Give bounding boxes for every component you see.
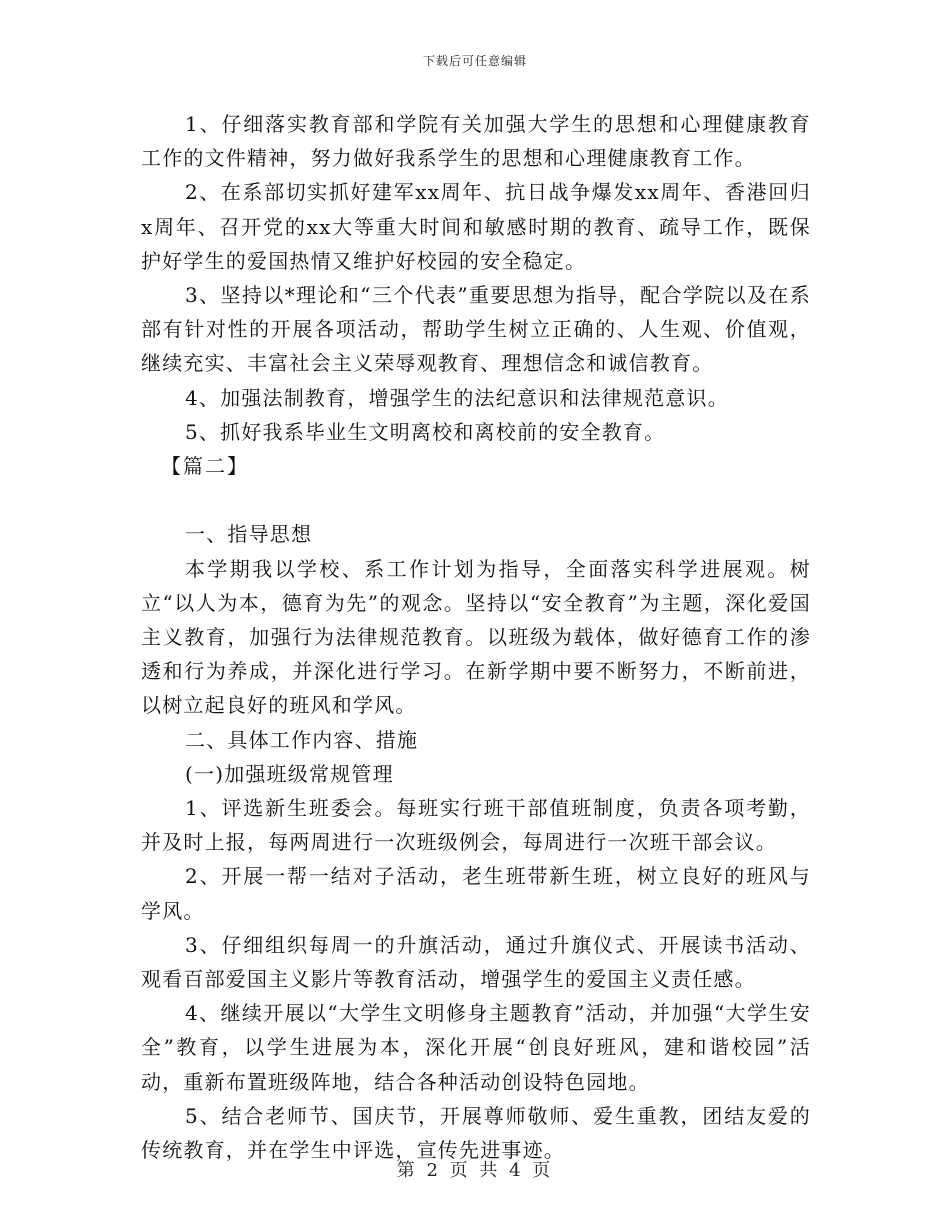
document-body	[141, 107, 811, 1167]
paragraph-10: 4、继续开展以“大学生文明修身主题教育”活动，并加强“大学生安全”教育，以学生进展为本，深化开展“创良好班风，建和谐校园”活动，重新布置班级阵地，结合各种活动创设特色园地。	[141, 1001, 811, 1094]
paragraph-2: 2、在系部切实抓好建军xx周年、抗日战争爆发xx周年、香港回归x周年、召开党的xx大等重大时间和敏感时期的教育、疏导工作，既保护好学生的爱国热情又维护好校园的安全稳定。	[141, 180, 811, 273]
heading-specific-work: 二、具体工作内容、措施	[185, 727, 419, 752]
paragraph-5: 5、抓好我系毕业生文明离校和离校前的安全教育。	[185, 419, 666, 444]
heading-class-management: (一)加强班级常规管理	[185, 761, 394, 786]
paragraph-6: 本学期我以学校、系工作计划为指导，全面落实科学进展观。树立“以人为本，德育为先”的观念。坚持以“安全教育”为主题，深化爱国主义教育，加强行为法律规范教育。以班级为载体，做好德育工作的渗透和行为养成，并深化进行学习。在新学期中要不断努力，不断前进，以树立起良好的班风和学风。	[141, 556, 811, 718]
heading-guiding-ideology: 一、指导思想	[185, 522, 313, 547]
page-header: 下载后可任意编辑	[422, 54, 527, 68]
paragraph-8: 2、开展一帮一结对子活动，老生班带新生班，树立良好的班风与学风。	[141, 864, 811, 923]
section-heading-part-two: 【篇二】	[161, 454, 249, 479]
paragraph-9: 3、仔细组织每周一的升旗活动，通过升旗仪式、开展读书活动、观看百部爱国主义影片等教育活动，增强学生的爱国主义责任感。	[141, 932, 811, 992]
paragraph-1: 1、仔细落实教育部和学院有关加强大学生的思想和心理健康教育工作的文件精神，努力做好我系学生的思想和心理健康教育工作。	[141, 112, 811, 171]
paragraph-11: 5、结合老师节、国庆节，开展尊师敬师、爱生重教，团结友爱的传统教育，并在学生中评选，宣传先进事迹。	[141, 1103, 811, 1163]
page-footer: 第 2 页 共 4 页	[396, 1160, 554, 1181]
paragraph-7: 1、评选新生班委会。每班实行班干部值班制度，负责各项考勤，并及时上报，每两周进行一次班级例会，每周进行一次班干部会议。	[141, 796, 811, 855]
paragraph-4: 4、加强法制教育，增强学生的法纪意识和法律规范意识。	[185, 385, 729, 410]
blank-line	[141, 483, 811, 517]
paragraph-3: 3、坚持以*理论和“三个代表”重要思想为指导，配合学院以及在系部有针对性的开展各项活动，帮助学生树立正确的、人生观、价值观，继续充实、丰富社会主义荣辱观教育、理想信念和诚信教育。	[141, 283, 811, 376]
